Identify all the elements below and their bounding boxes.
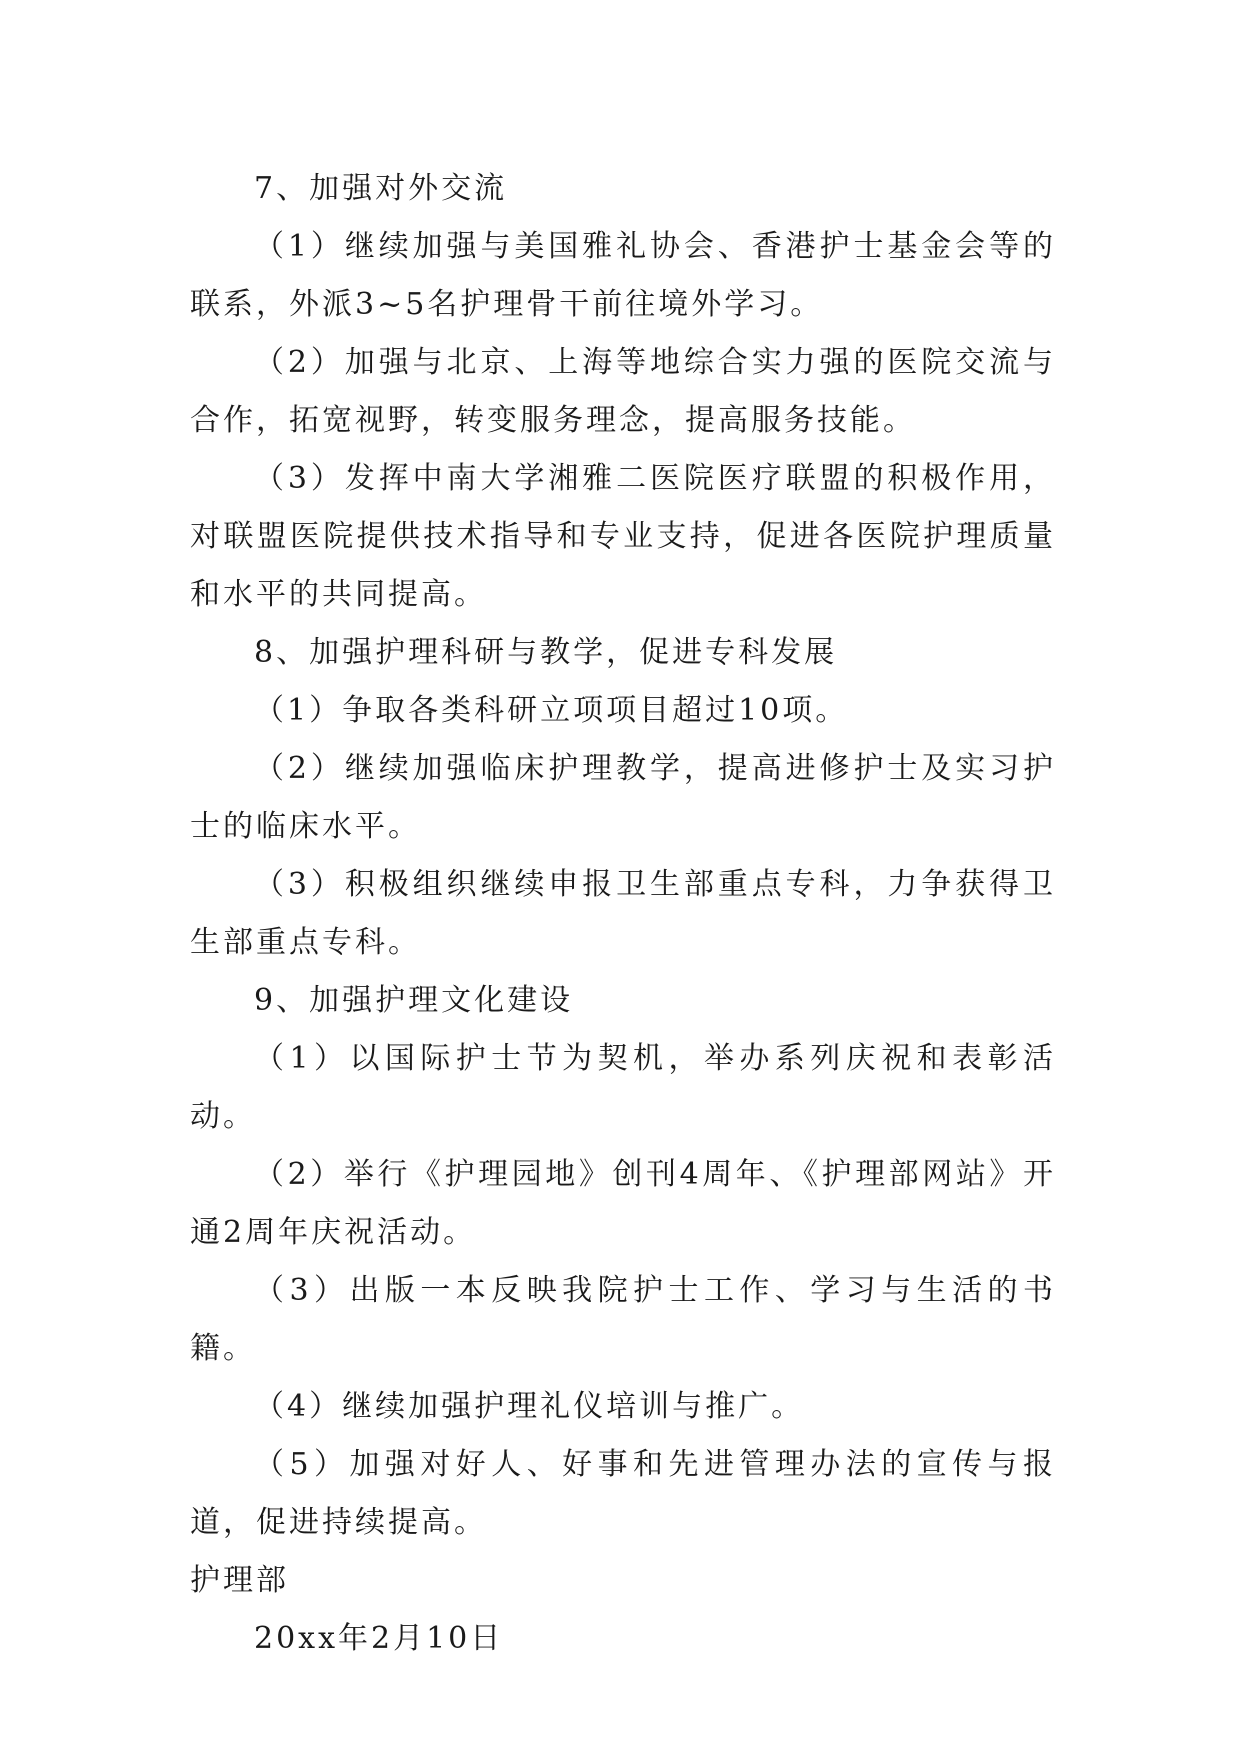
signature-date: 20xx年2月10日	[254, 1621, 504, 1656]
paragraph-8-3: （3）积极组织继续申报卫生部重点专科，力争获得卫生部重点专科。	[190, 867, 1056, 960]
paragraph-9-1: （1）以国际护士节为契机，举办系列庆祝和表彰活动。	[190, 1041, 1056, 1134]
paragraph-7-1: （1）继续加强与美国雅礼协会、香港护士基金会等的联系，外派3~5名护理骨干前往境外学习。	[190, 229, 1056, 322]
paragraph-9-2: （2）举行《护理园地》创刊4周年、《护理部网站》开通2周年庆祝活动。	[190, 1157, 1056, 1250]
paragraph-9-3: （3）出版一本反映我院护士工作、学习与生活的书籍。	[190, 1273, 1056, 1366]
section-heading-9: 9、加强护理文化建设	[254, 983, 574, 1018]
paragraph-9-5: （5）加强对好人、好事和先进管理办法的宣传与报道，促进持续提高。	[190, 1447, 1056, 1540]
document-body	[190, 160, 1056, 1668]
paragraph-9-4: （4）继续加强护理礼仪培训与推广。	[254, 1389, 805, 1424]
paragraph-8-2: （2）继续加强临床护理教学，提高进修护士及实习护士的临床水平。	[190, 751, 1056, 844]
paragraph-8-1: （1）争取各类科研立项项目超过10项。	[254, 693, 849, 728]
section-heading-7: 7、加强对外交流	[254, 171, 508, 206]
paragraph-7-2: （2）加强与北京、上海等地综合实力强的医院交流与合作，拓宽视野，转变服务理念，提高服务技能。	[190, 345, 1056, 438]
signature-department: 护理部	[190, 1563, 289, 1598]
section-heading-8: 8、加强护理科研与教学，促进专科发展	[254, 635, 838, 670]
paragraph-7-3: （3）发挥中南大学湘雅二医院医疗联盟的积极作用，对联盟医院提供技术指导和专业支持，促进各医院护理质量和水平的共同提高。	[190, 461, 1056, 612]
